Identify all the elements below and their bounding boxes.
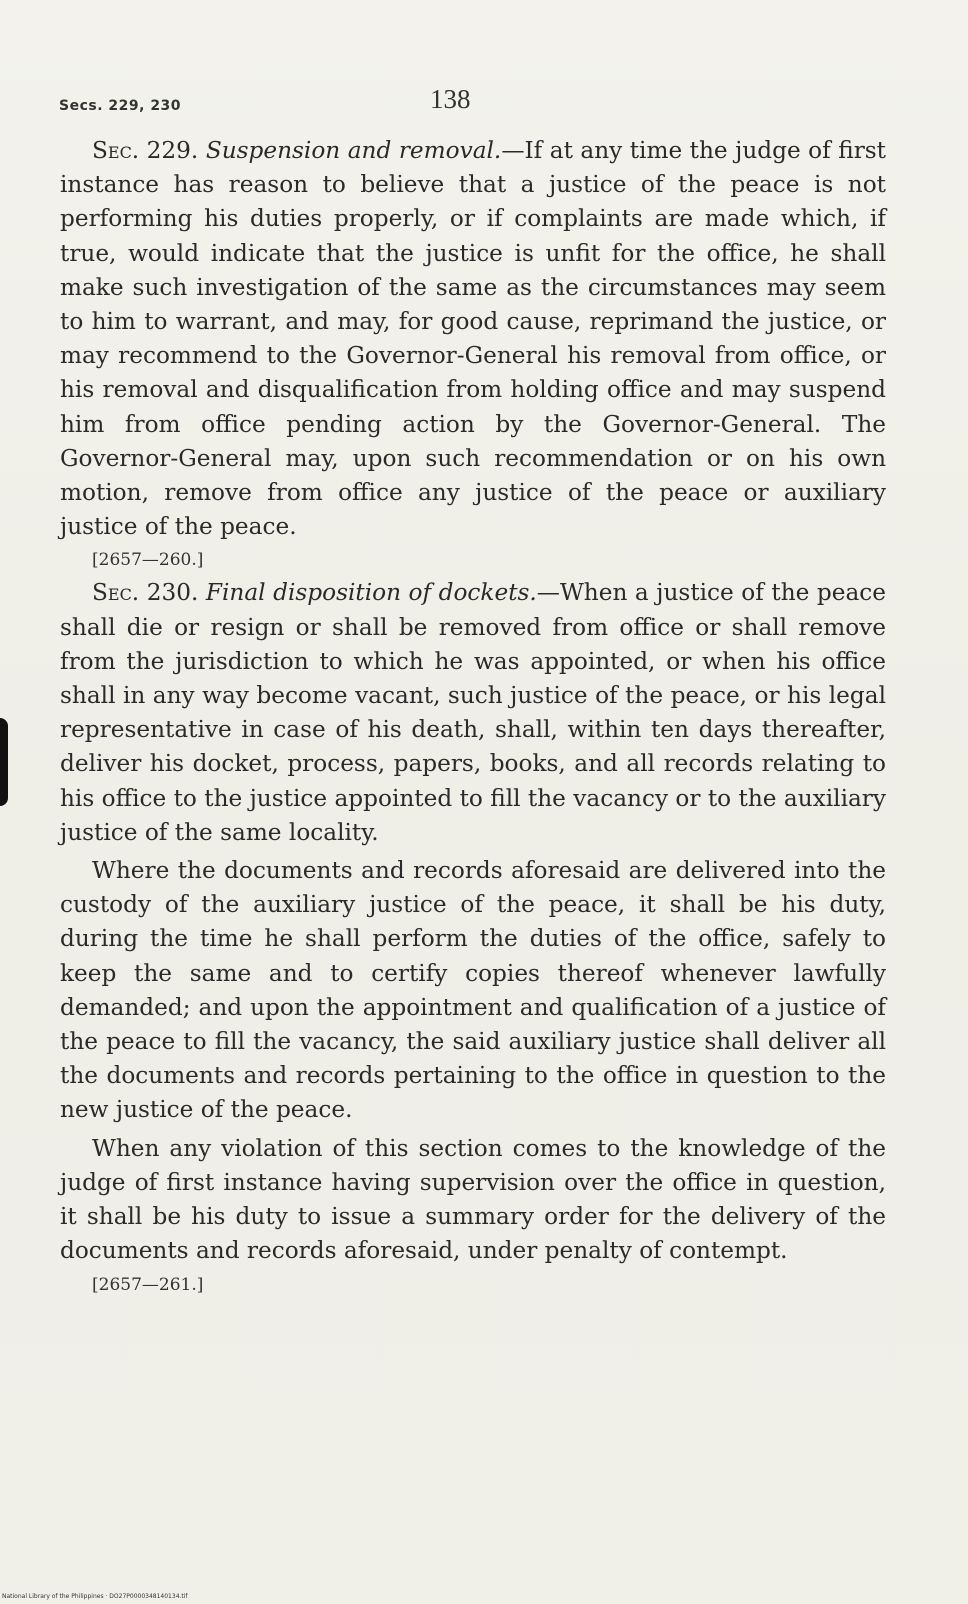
- section-229-label: Sec. 229.: [92, 137, 199, 164]
- section-230-text: —When a justice of the peace shall die or resign or shall be removed from office or shall remove from the jurisdiction to which he was appointed, or when his office shall in any way become vacant, such justice of the peace, or his legal representative in case of his death, shall, within ten days thereafter, deliver his docket, process, papers, books, and all records relating to his office to the justice appointed to fill the vacancy or to the auxiliary justice of the same locality.: [60, 579, 886, 846]
- section-230-paragraph-3: When any violation of this section comes to the knowledge of the judge of first instance having supervision over the office in question, it shall be his duty to issue a summary order for the delivery of the documents and records aforesaid, under penalty of contempt.: [60, 1134, 886, 1265]
- section-229-citation: [2657—260.]: [92, 550, 204, 571]
- section-230-title: Final disposition of dockets.: [205, 579, 537, 607]
- scan-credit: National Library of the Philippines · DO27P0000348140134.tif: [2, 1593, 188, 1600]
- section-229-text: —If at any time the judge of first instance has reason to believe that a justice of the peace is not performing his duties properly, or if complaints are made which, if true, would indicate that the justice is unfit for the office, he shall make such investigation of the same as the circumstances may seem to him to warrant, and may, for good cause, reprimand the justice, or may recommend to the Governor-General his removal from office, or his removal and disqualification from holding office and may suspend him from office pending action by the Governor-General. The Governor-General may, upon such recommendation or on his own motion, remove from office any justice of the peace or auxiliary justice of the peace.: [60, 137, 886, 541]
- section-230-paragraph: [60, 576, 886, 850]
- section-229-paragraph: [60, 134, 886, 544]
- section-230-citation: [2657—261.]: [92, 1274, 204, 1295]
- section-230-paragraph-2: Where the documents and records aforesaid are delivered into the custody of the auxiliary justice of the peace, it shall be his duty, during the time he shall perform the duties of the office, safely to keep the same and to certify copies thereof whenever lawfully demanded; and upon the appointment and qualification of a justice of the peace to fill the vacancy, the said auxiliary justice shall deliver all the documents and records pertaining to the office in question to the new justice of the peace.: [60, 857, 886, 1124]
- page-number: 138: [430, 84, 471, 114]
- sections-reference: Secs. 229, 230: [59, 98, 182, 114]
- document-body: [60, 134, 886, 1301]
- binding-shadow: [0, 718, 8, 806]
- section-229-title: Suspension and removal.: [205, 137, 502, 164]
- section-230-label: Sec. 230.: [92, 579, 199, 607]
